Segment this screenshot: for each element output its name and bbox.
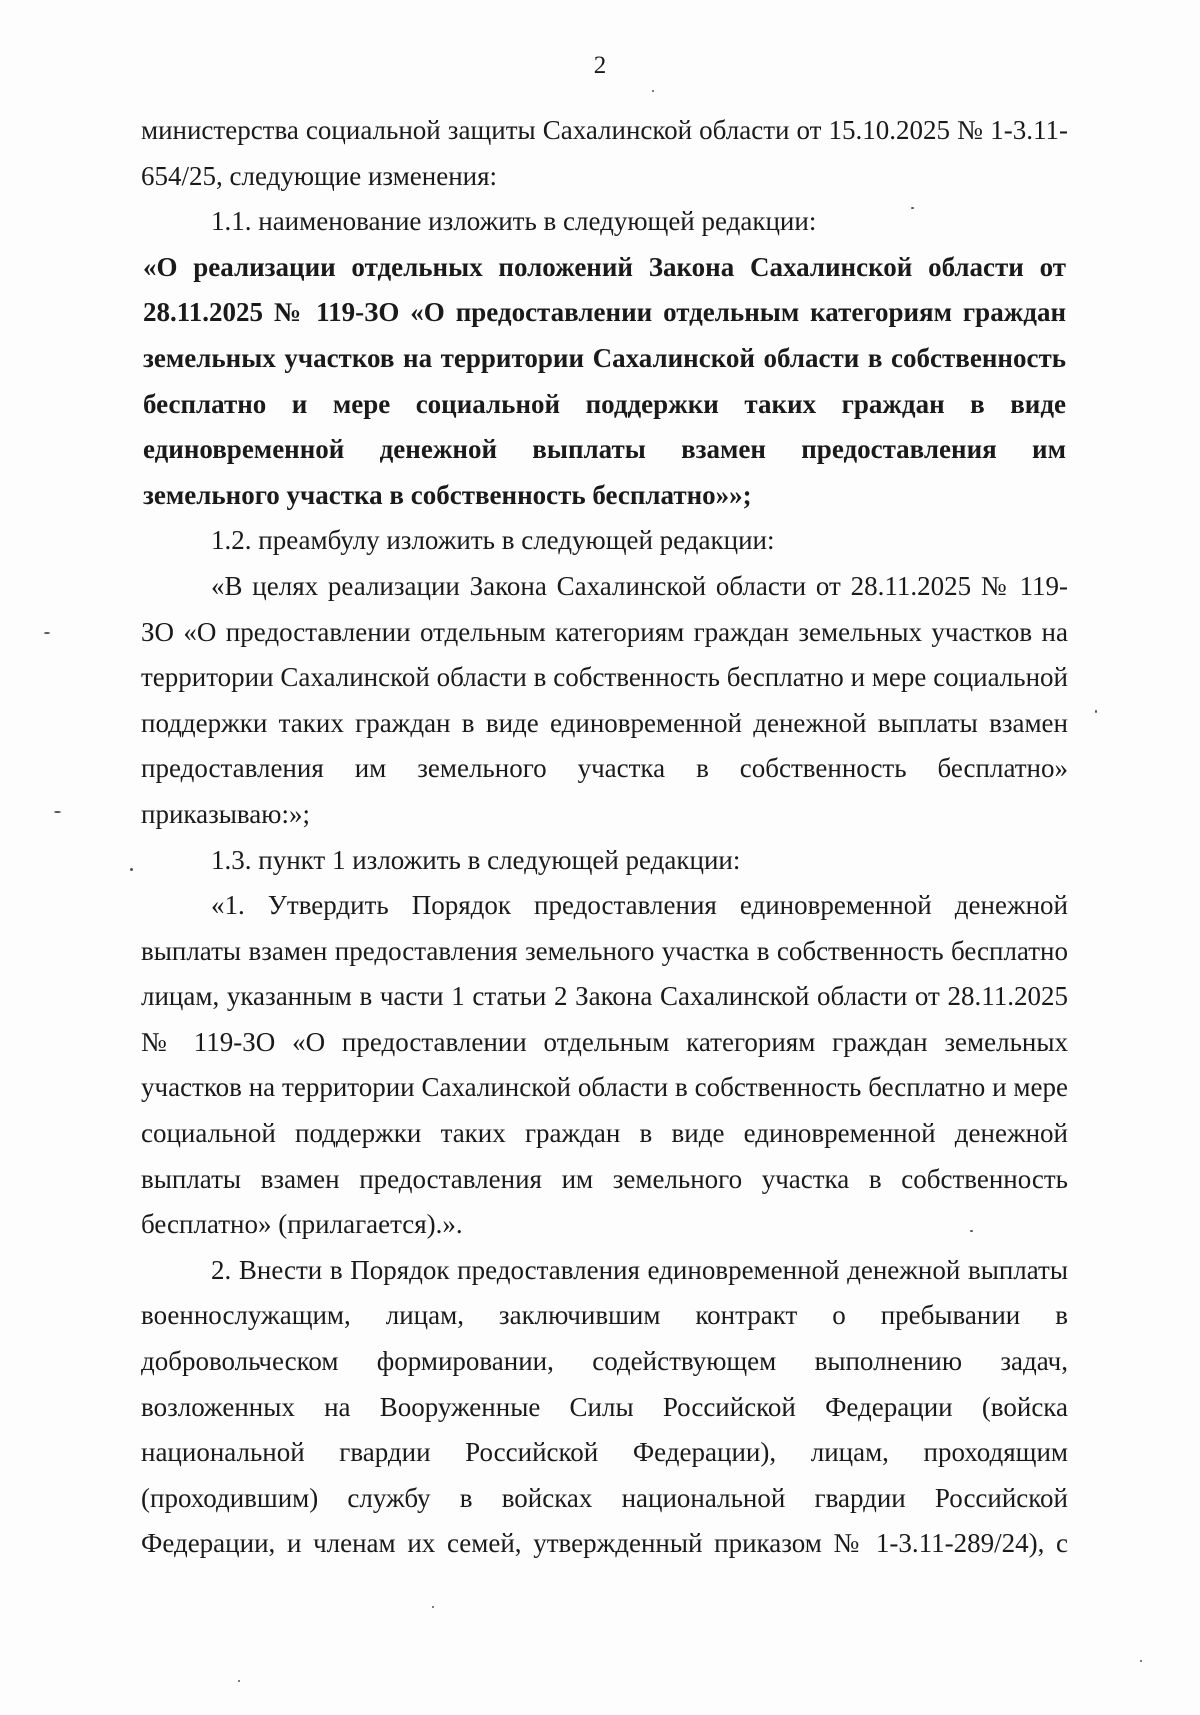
scan-speck [130,868,133,871]
scan-speck [652,90,654,92]
paragraph-2: 2. Внести в Порядок предоставления единовременной денежной выплаты военнослужащим, лицам, заключившим контракт о пребывании в добровольческом формировании, содействующем выполнению задач, возложенных на Вооруженные Силы Российской Федерации (войска национальной гвардии Российской Федерации), лицам, проходящим (проходившим) службу в войсках национальной гвардии Российской Федерации, и членам их семей, утвержденный приказом № 1-3.11-289/24), с [141,1254,1068,1559]
scan-speck [238,1680,240,1682]
paragraph-1-3: 1.3. пункт 1 изложить в следующей редакции: [211,844,741,875]
scan-speck [54,811,61,813]
paragraph-intro: министерства социальной защиты Сахалинской области от 15.10.2025 № 1-3.11-654/25, следующие изменения: [141,115,1068,191]
point-1-text: «1. Утвердить Порядок предоставления единовременной денежной выплаты взамен предоставления земельного участка в собственность бесплатно лицам, указанным в части 1 статьи 2 Закона Сахалинской области от 28.11.2025 № 119-ЗО «О предоставлении отдельным категориям граждан земельных участков на территории Сахалинской области в собственность бесплатно и мере социальной поддержки таких граждан в виде единовременной денежной выплаты взамен предоставления им земельного участка в собственность бесплатно» (прилагается).». [141,890,1068,1240]
scan-speck [1095,710,1097,713]
paragraph-1-1: 1.1. наименование изложить в следующей редакции: [211,206,817,237]
scan-speck [432,1606,434,1608]
preamble-text: «В целях реализации Закона Сахалинской области от 28.11.2025 № 119-ЗО «О предоставлении отдельным категориям граждан земельных участков на территории Сахалинской области в собственность бесплатно и мере социальной поддержки таких граждан в виде единовременной денежной выплаты взамен предоставления им земельного участка в собственность бесплатно» приказываю:»; [141,570,1068,829]
scan-speck [911,207,914,209]
scan-speck [970,1230,973,1232]
paragraph-1-2: 1.2. преамбулу изложить в следующей редакции: [211,525,775,556]
document-body [141,108,1068,1567]
scan-speck [44,632,50,634]
scan-speck [1140,1660,1142,1662]
new-title-text: «О реализации отдельных положений Закона Сахалинской области от 28.11.2025 № 119-ЗО «О предоставлении отдельным категориям граждан земельных участков на территории Сахалинской области в собственность бесплатно и мере социальной поддержки таких граждан в виде единовременной денежной выплаты взамен предоставления им земельного участка в собственность бесплатно»»; [143,251,1066,510]
page-number: 2 [593,52,607,79]
